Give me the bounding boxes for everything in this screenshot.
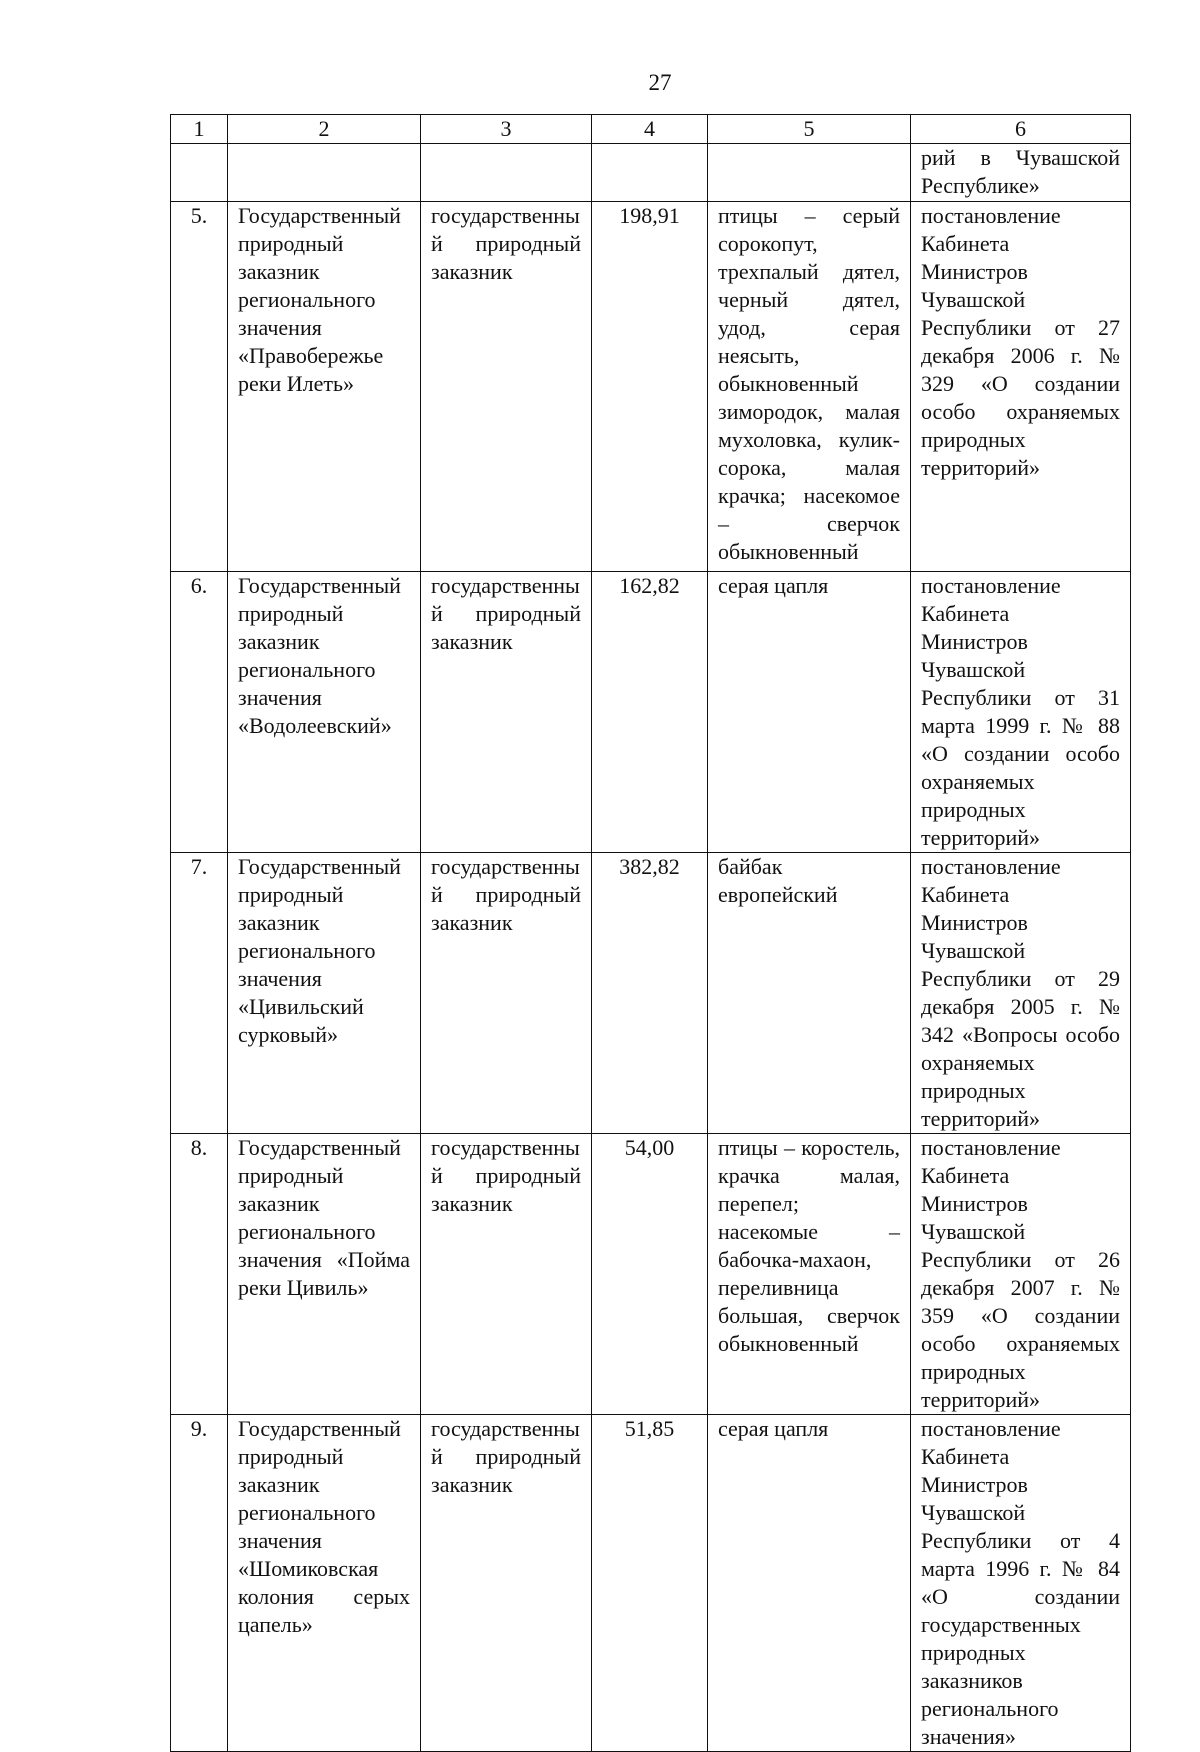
area-value-cell: 54,00 (592, 1134, 708, 1415)
legal-act-continuation-cell: рий в Чувашской Республике» (911, 144, 1131, 202)
protected-objects-cell: птицы – коростель, крачка малая, перепел; насекомые – бабочка-махаон, переливница большая, сверчок обыкновенный (708, 1134, 911, 1415)
category-cell: государственный природный заказник (421, 202, 592, 572)
legal-act-cell: постановление Кабинета Министров Чувашской Республики от 31 марта 1999 г. № 88 «О создании особо охраняемых природных территорий» (911, 572, 1131, 853)
area-value-cell: 162,82 (592, 572, 708, 853)
page-number: 27 (648, 70, 672, 95)
table-row (171, 572, 1131, 853)
row-number-cell: 8. (171, 1134, 228, 1415)
column-header-2: 2 (228, 115, 421, 144)
legal-act-cell: постановление Кабинета Министров Чувашской Республики от 27 декабря 2006 г. № 329 «О создании особо охраняемых природных территорий» (911, 202, 1131, 572)
table-row (171, 1415, 1131, 1752)
column-header-1: 1 (171, 115, 228, 144)
category-cell: государственный природный заказник (421, 1134, 592, 1415)
empty-cell (171, 144, 228, 202)
legal-act-cell: постановление Кабинета Министров Чувашской Республики от 26 декабря 2007 г. № 359 «О создании особо охраняемых природных территорий» (911, 1134, 1131, 1415)
protected-objects-cell: птицы – серый сорокопут, трехпалый дятел, черный дятел, удод, серая неясыть, обыкновенный зимородок, малая мухоловка, кулик-сорока, малая крачка; насекомое – сверчок обыкновенный (708, 202, 911, 572)
area-value-cell: 198,91 (592, 202, 708, 572)
protected-objects-cell: серая цапля (708, 572, 911, 853)
row-number-cell: 5. (171, 202, 228, 572)
table-row (171, 1134, 1131, 1415)
area-name-cell: Государственный природный заказник регионального значения «Правобережье реки Илеть» (228, 202, 421, 572)
column-header-3: 3 (421, 115, 592, 144)
area-name-cell: Государственный природный заказник регионального значения «Пойма реки Цивиль» (228, 1134, 421, 1415)
area-value-cell: 382,82 (592, 853, 708, 1134)
protected-areas-table (170, 114, 1131, 1752)
legal-act-cell: постановление Кабинета Министров Чувашской Республики от 29 декабря 2005 г. № 342 «Вопросы особо охраняемых природных территорий» (911, 853, 1131, 1134)
protected-objects-cell: байбак европейский (708, 853, 911, 1134)
area-value-cell: 51,85 (592, 1415, 708, 1752)
row-number-cell: 7. (171, 853, 228, 1134)
row-number-cell: 9. (171, 1415, 228, 1752)
protected-objects-cell: серая цапля (708, 1415, 911, 1752)
column-number-row (171, 115, 1131, 144)
empty-cell (421, 144, 592, 202)
area-name-cell: Государственный природный заказник регионального значения «Шомиковская колония серых цапель» (228, 1415, 421, 1752)
column-header-4: 4 (592, 115, 708, 144)
area-name-cell: Государственный природный заказник регионального значения «Водолеевский» (228, 572, 421, 853)
category-cell: государственный природный заказник (421, 572, 592, 853)
empty-cell (708, 144, 911, 202)
column-header-6: 6 (911, 115, 1131, 144)
empty-cell (228, 144, 421, 202)
table-row (171, 202, 1131, 572)
table-row (171, 853, 1131, 1134)
category-cell: государственный природный заказник (421, 1415, 592, 1752)
legal-act-cell: постановление Кабинета Министров Чувашской Республики от 4 марта 1996 г. № 84 «О создании государственных природных заказников регионального значения» (911, 1415, 1131, 1752)
category-cell: государственный природный заказник (421, 853, 592, 1134)
area-name-cell: Государственный природный заказник регионального значения «Цивильский сурковый» (228, 853, 421, 1134)
empty-cell (592, 144, 708, 202)
continuation-row (171, 144, 1131, 202)
row-number-cell: 6. (171, 572, 228, 853)
column-header-5: 5 (708, 115, 911, 144)
